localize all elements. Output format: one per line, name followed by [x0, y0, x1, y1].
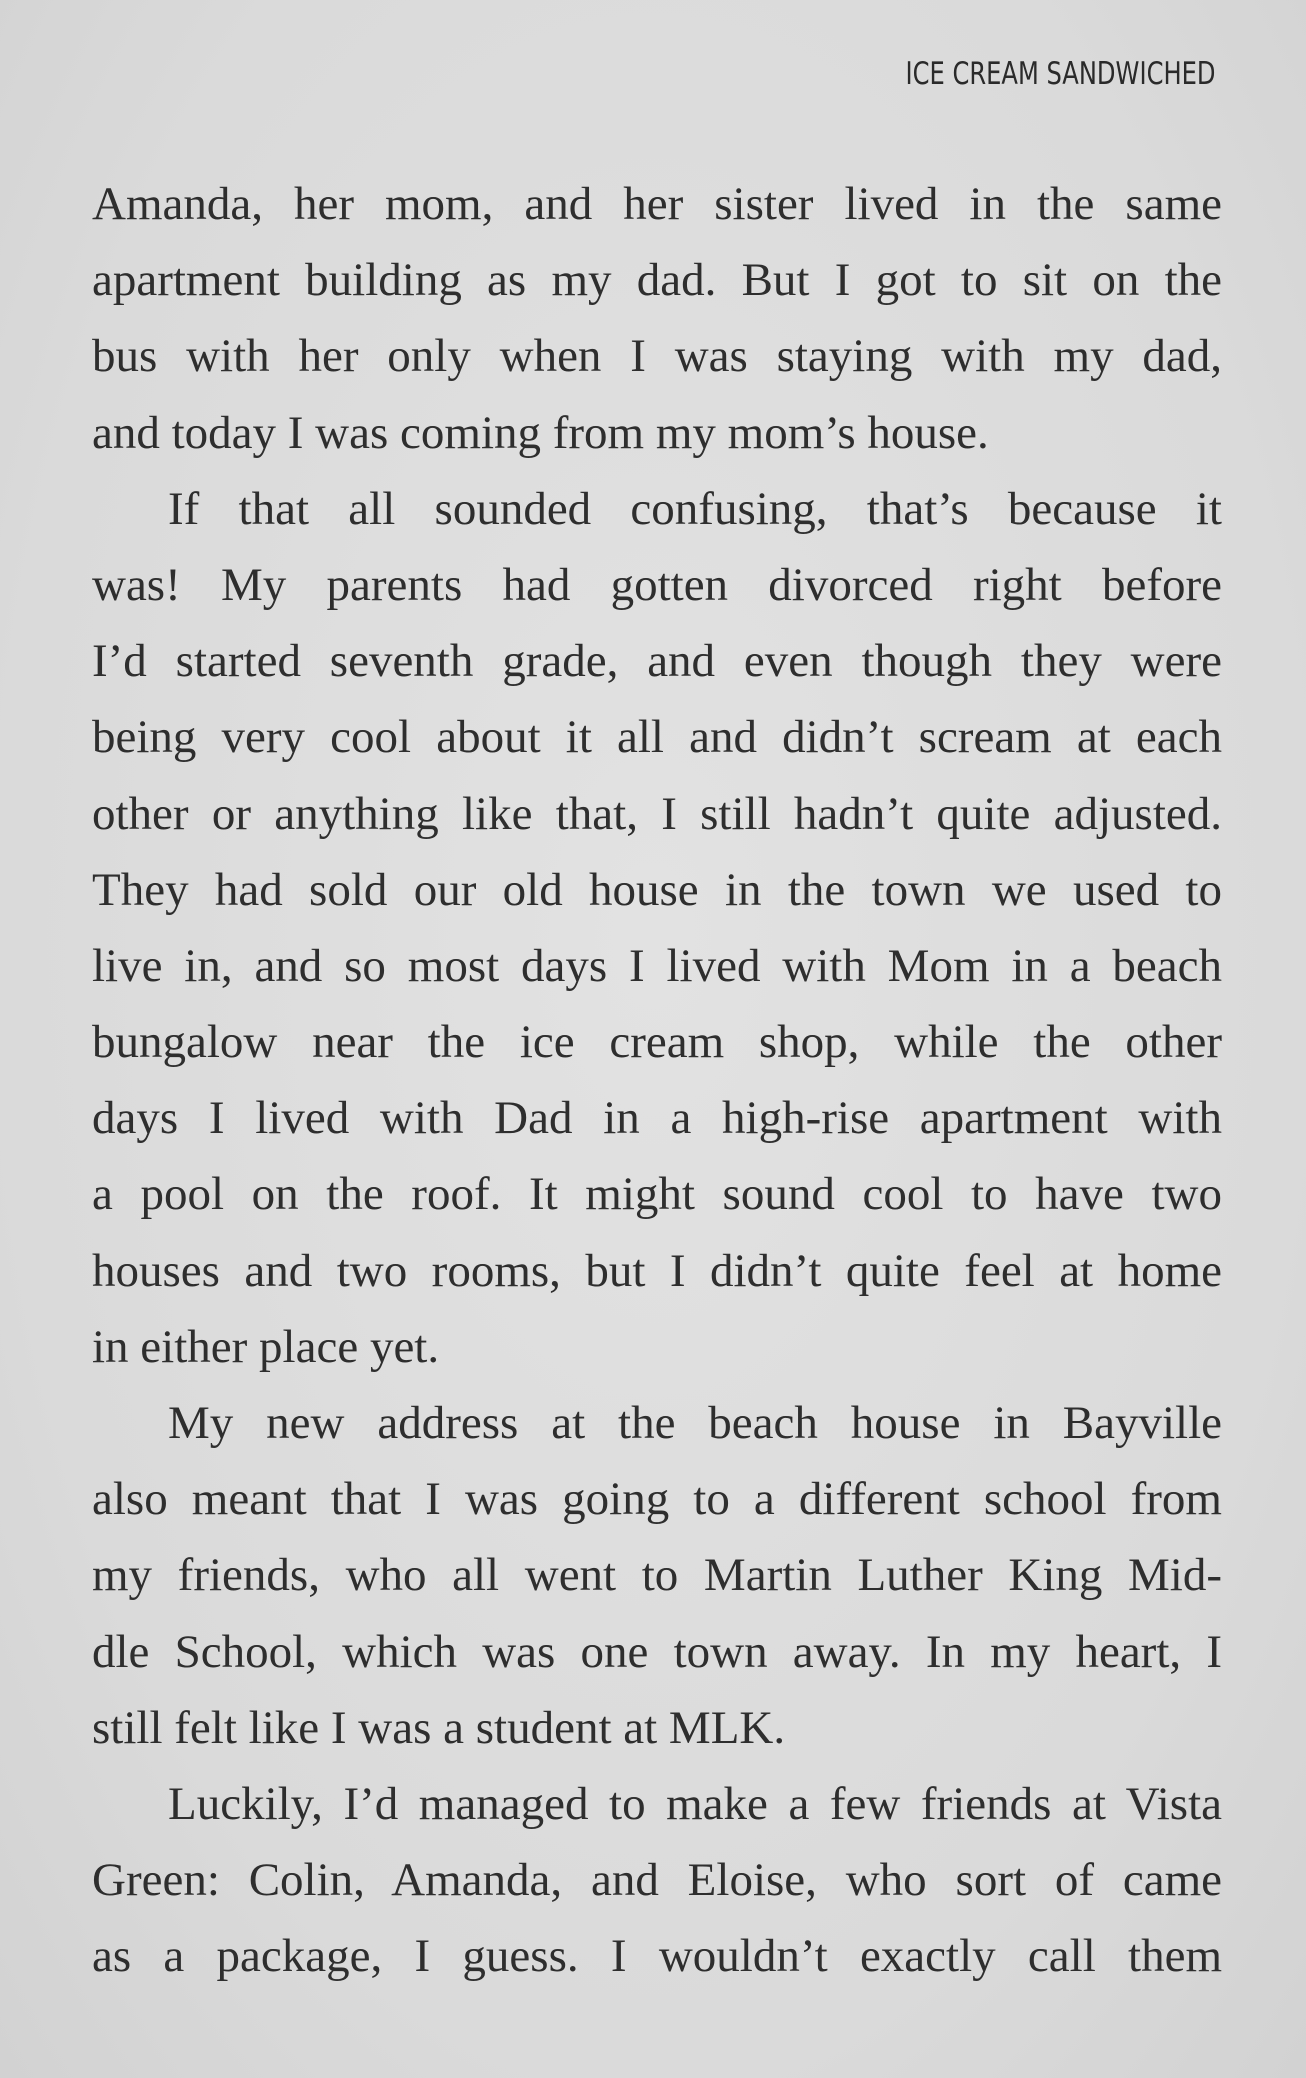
paragraph-2	[92, 471, 1222, 1385]
text-line: houses and two rooms, but I didn’t quite feel at home	[92, 1244, 1222, 1297]
text-line: in either place yet.	[92, 1320, 440, 1373]
paragraph-1	[92, 166, 1222, 471]
text-line: being very cool about it all and didn’t scream at each	[92, 711, 1222, 764]
text-line: was! My parents had gotten divorced right before	[92, 558, 1222, 611]
text-line: still felt like I was a student at MLK.	[92, 1701, 786, 1754]
text-line: my friends, who all went to Martin Luther King Mid-	[92, 1549, 1222, 1602]
text-line: My new address at the beach house in Bayville	[168, 1397, 1222, 1449]
body-text	[92, 166, 1222, 1995]
paragraph-4	[92, 1766, 1222, 1995]
text-line: live in, and so most days I lived with Mom in a beach	[92, 939, 1222, 992]
text-line: Luckily, I’d managed to make a few friends at Vista	[168, 1777, 1222, 1830]
text-line: bus with her only when I was staying with my dad,	[92, 330, 1222, 383]
text-line: bungalow near the ice cream shop, while the other	[92, 1016, 1222, 1069]
text-line: also meant that I was going to a different school from	[92, 1473, 1222, 1526]
text-line: days I lived with Dad in a high-rise apartment with	[92, 1092, 1222, 1145]
text-line: If that all sounded confusing, that’s because it	[168, 482, 1222, 535]
text-line: I’d started seventh grade, and even though they were	[92, 635, 1222, 688]
text-line: apartment building as my dad. But I got to sit on the	[92, 254, 1222, 307]
text-line: and today I was coming from my mom’s house.	[92, 406, 989, 459]
text-line: other or anything like that, I still hadn’t quite adjusted.	[92, 787, 1222, 840]
text-line: Amanda, her mom, and her sister lived in the same	[92, 178, 1222, 230]
text-line: They had sold our old house in the town we used to	[92, 863, 1222, 916]
running-head: ICE CREAM SANDWICHED	[905, 56, 1216, 92]
text-line: dle School, which was one town away. In my heart, I	[92, 1625, 1222, 1678]
text-line: as a package, I guess. I wouldn’t exactly call them	[92, 1930, 1222, 1983]
text-line: a pool on the roof. It might sound cool to have two	[92, 1168, 1222, 1221]
text-line: Green: Colin, Amanda, and Eloise, who sort of came	[92, 1854, 1222, 1907]
paragraph-3	[92, 1385, 1222, 1766]
